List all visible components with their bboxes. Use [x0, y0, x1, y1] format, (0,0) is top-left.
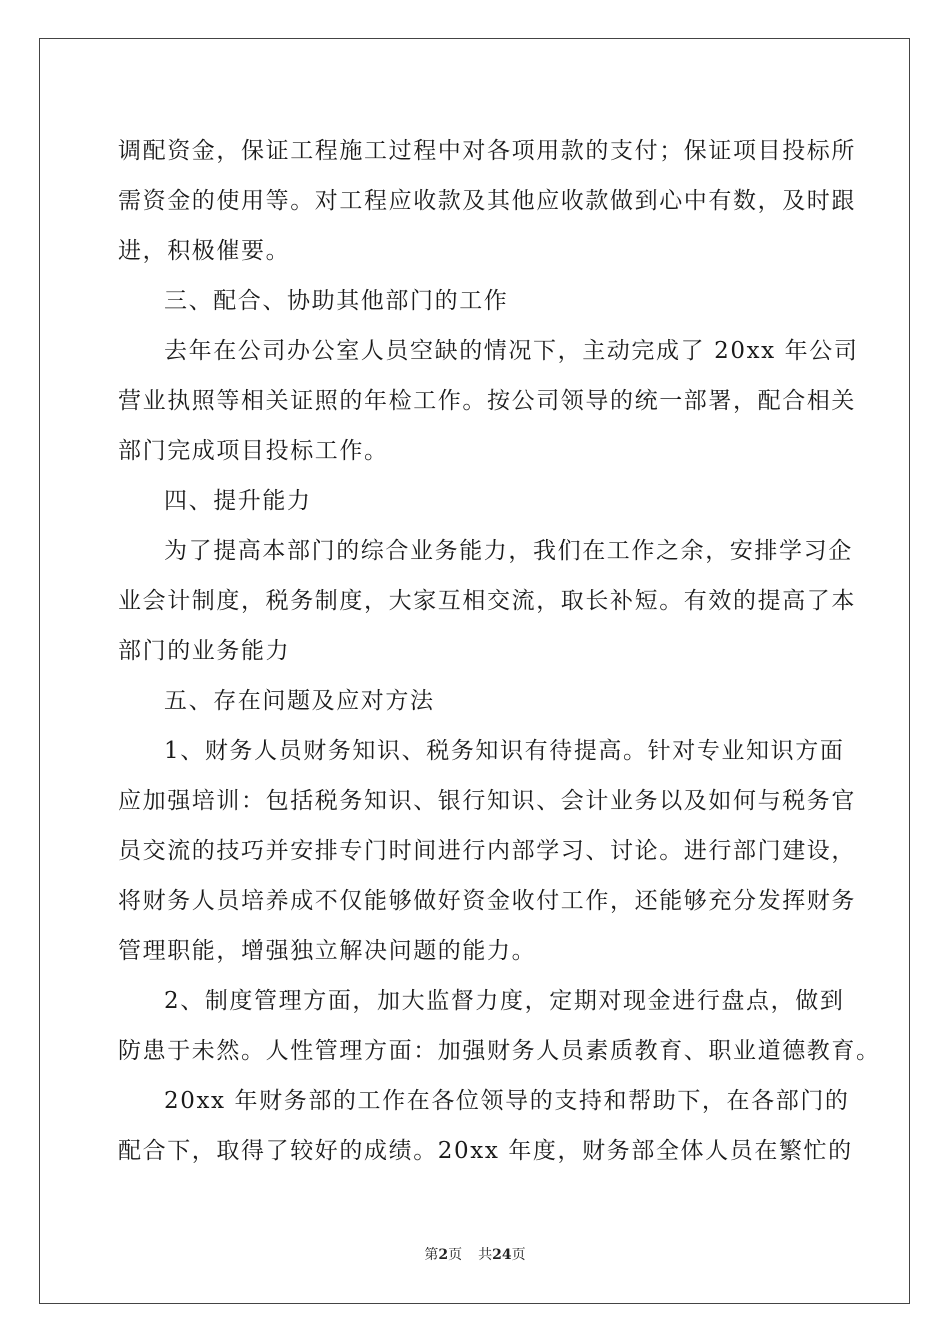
page-number: 2 — [438, 1247, 449, 1263]
document-body — [118, 126, 881, 1176]
text-line: 1、财务人员财务知识、税务知识有待提高。针对专业知识方面 — [164, 738, 845, 764]
total-suffix: 页 — [511, 1247, 526, 1263]
text-line: 管理职能，增强独立解决问题的能力。 — [118, 938, 537, 964]
text-line: 将财务人员培养成不仅能够做好资金收付工作，还能够充分发挥财务 — [118, 888, 856, 914]
text-line: 部门完成项目投标工作。 — [118, 438, 389, 464]
text-line: 应加强培训：包括税务知识、银行知识、会计业务以及如何与税务官 — [118, 788, 856, 814]
page-prefix: 第 — [424, 1247, 439, 1263]
page-suffix: 页 — [448, 1247, 463, 1263]
text-line: 调配资金，保证工程施工过程中对各项用款的支付；保证项目投标所 — [118, 138, 856, 164]
text-line: 进，积极催要。 — [118, 238, 291, 264]
text-line: 营业执照等相关证照的年检工作。按公司领导的统一部署，配合相关 — [118, 388, 856, 414]
text-line: 部门的业务能力 — [118, 638, 291, 664]
text-line: 防患于未然。人性管理方面：加强财务人员素质教育、职业道德教育。 — [118, 1038, 881, 1064]
text-line: 需资金的使用等。对工程应收款及其他应收款做到心中有数，及时跟 — [118, 188, 856, 214]
text-line: 配合下，取得了较好的成绩。20xx 年度，财务部全体人员在繁忙的 — [118, 1138, 853, 1164]
text-line: 为了提高本部门的综合业务能力，我们在工作之余，安排学习企 — [164, 538, 853, 564]
total-pages: 24 — [492, 1247, 512, 1263]
text-line: 去年在公司办公室人员空缺的情况下，主动完成了 20xx 年公司 — [164, 338, 859, 364]
text-line: 员交流的技巧并安排专门时间进行内部学习、讨论。进行部门建设， — [118, 838, 856, 864]
page-footer — [0, 1244, 950, 1264]
section-heading: 三、配合、协助其他部门的工作 — [164, 288, 509, 314]
total-prefix: 共 — [478, 1247, 493, 1263]
text-line: 20xx 年财务部的工作在各位领导的支持和帮助下，在各部门的 — [164, 1088, 850, 1114]
text-line: 2、制度管理方面，加大监督力度，定期对现金进行盘点，做到 — [164, 988, 845, 1014]
section-heading: 四、提升能力 — [164, 488, 312, 514]
section-heading: 五、存在问题及应对方法 — [164, 688, 435, 714]
text-line: 业会计制度，税务制度，大家互相交流，取长补短。有效的提高了本 — [118, 588, 856, 614]
